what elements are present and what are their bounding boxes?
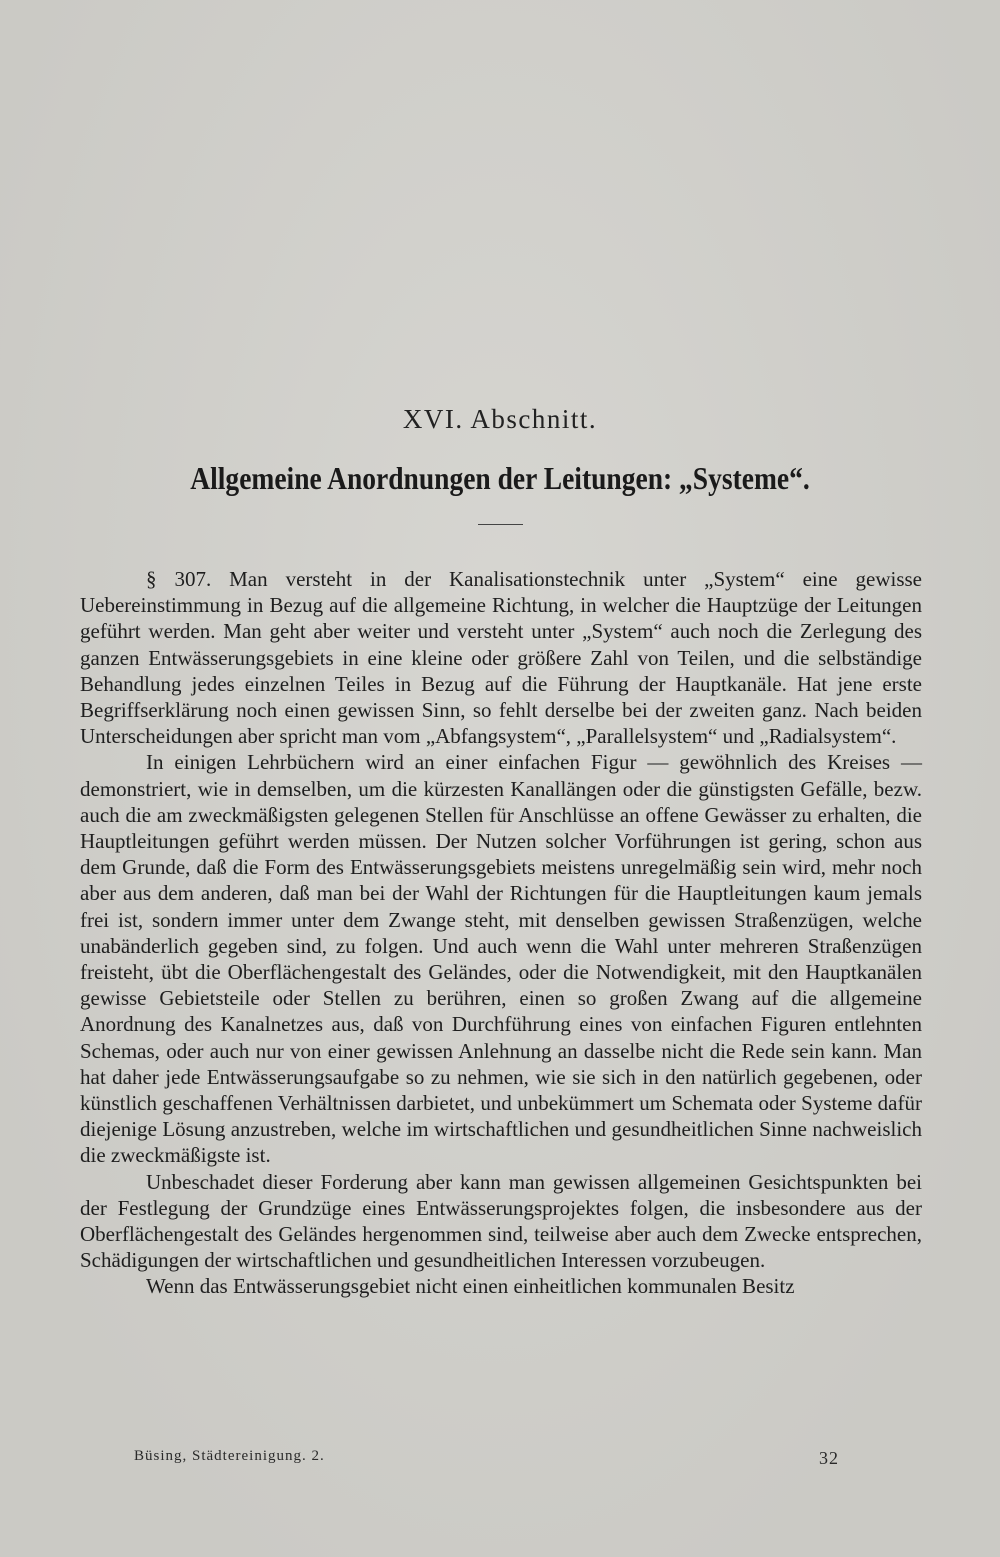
sheet-number: 32 [819,1448,839,1468]
paragraph-entwaesserungsgebiet: Wenn das Entwässerungsgebiet nicht einen einheitlichen kommunalen Besitz [146,1274,795,1299]
section-heading: XVI. Abschnitt. [402,404,598,434]
paragraph-307: § 307. Man versteht in der Kanalisationstechnik unter „System“ eine gewisse Uebereinstimmung in Bezug auf die allgemeine Richtung, in welcher die Hauptzüge der Leitungen geführt werden. Man geht aber weiter und versteht unter „System“ auch noch die Zerlegung des ganzen Entwässerungsgebiets in eine kleine oder größere Zahl von Teilen, und die selbständige Behandlung jedes einzelnen Teiles in Bezug auf die Führung der Hauptkanäle. Hat jene erste Begriffserklärung noch einen gewissen Sinn, so fehlt derselbe bei der zweiten ganz. Nach beiden Unterscheidungen aber spricht man vom „Abfangsystem“, „Parallelsystem“ und „Radialsystem“. [80,567,922,749]
body-text [80,566,922,1300]
paragraph-unbeschadet: Unbeschadet dieser Forderung aber kann man gewissen allgemeinen Gesichtspunkten bei der Festlegung der Grundzüge eines Entwässerungsprojektes folgen, die insbesondere aus der Oberflächengestalt des Geländes hergenommen sind, teilweise aber auch dem Zwecke entsprechen, Schädigungen der wirtschaftlichen und gesundheitlichen Interessen vorzubeugen. [80,1169,922,1273]
title-divider [478,524,523,525]
chapter-title: Allgemeine Anordnungen der Leitungen: „Systeme“. [190,460,810,496]
printer-signature: Büsing, Städtereinigung. 2. [134,1448,325,1464]
paragraph-lehrbuecher: In einigen Lehrbüchern wird an einer einfachen Figur — gewöhnlich des Kreises — demonstriert, wie in demselben, um die kürzesten Kanallängen oder die günstigsten Gefälle, bezw. auch die am zweckmäßigsten gelegenen Stellen für Anschlüsse an offene Gewässer zu erhalten, die Hauptleitungen geführt werden müssen. Der Nutzen solcher Vorführungen ist gering, schon aus dem Grunde, daß die Form des Entwässerungsgebiets meistens unregelmäßig sein wird, mehr noch aber aus dem anderen, daß man bei der Wahl der Richtungen für die Hauptleitungen kaum jemals frei ist, sondern immer unter dem Zwange steht, mit denselben gewissen Straßenzügen, welche unabänderlich gegeben sind, zu folgen. Und auch wenn die Wahl unter mehreren Straßenzügen freisteht, übt die Oberflächengestalt des Geländes, oder die Notwendigkeit, mit den Hauptkanälen gewisse Gebietsteile oder Stellen zu berühren, einen so großen Zwang auf die allgemeine Anordnung des Kanalnetzes aus, daß von Durchführung eines von einfachen Figuren entlehnten Schemas, oder auch nur von einer gewissen Anlehnung an dasselbe nicht die Rede sein kann. Man hat daher jede Entwässerungsaufgabe so zu nehmen, wie sie sich in den natürlich gegebenen, oder künstlich geschaffenen Verhältnissen darbietet, und unbekümmert um Schemata oder Systeme dafür diejenige Lösung anzustreben, welche im wirtschaftlichen und gesundheitlichen Sinne nachweislich die zweckmäßigste ist. [80,750,922,1168]
